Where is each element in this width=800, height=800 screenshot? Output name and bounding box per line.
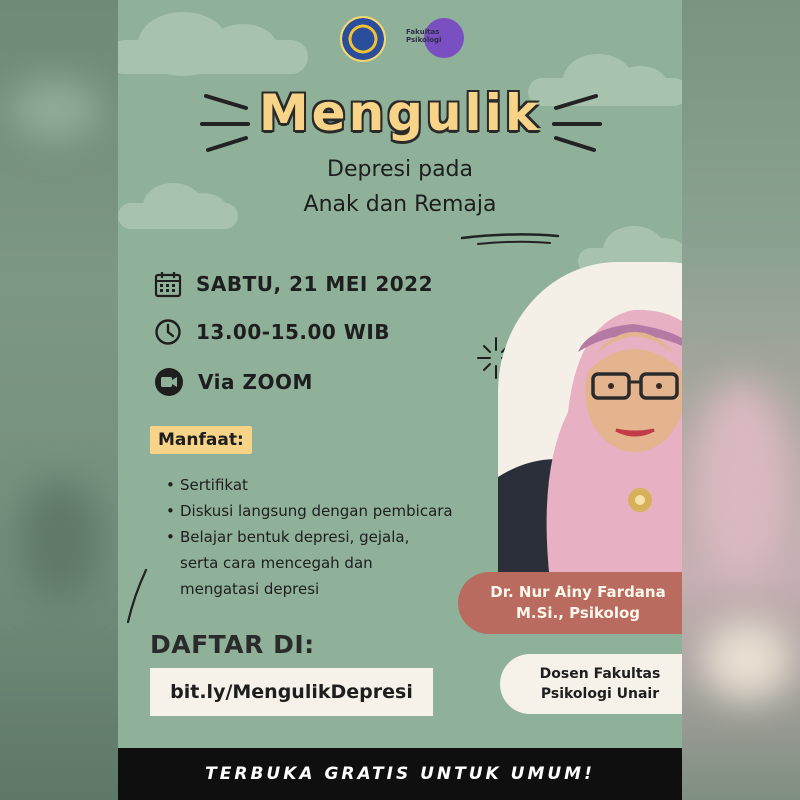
benefit-text: Belajar bentuk depresi, gejala,: [180, 528, 410, 546]
benefit-item: [166, 472, 453, 498]
logo-row: [340, 16, 464, 62]
speaker-role-line1: Dosen Fakultas: [539, 666, 661, 682]
registration-heading: DAFTAR DI:: [150, 630, 315, 659]
benefit-text: Diskusi langsung dengan pembicara: [180, 502, 453, 520]
footer-banner: TERBUKA GRATIS UNTUK UMUM!: [118, 748, 682, 800]
registration-link[interactable]: bit.ly/MengulikDepresi: [150, 668, 433, 716]
poster-title: Mengulik: [258, 84, 542, 142]
faculty-logo-text: Fakultas Psikologi: [406, 28, 442, 44]
blur-shape: [692, 380, 792, 580]
speaker-name-tag: [458, 572, 682, 634]
right-blur-panel: [682, 0, 800, 800]
event-time: 13.00-15.00 WIB: [196, 320, 391, 344]
swoosh-decoration: [458, 230, 568, 250]
benefit-item-continued: [166, 576, 453, 602]
benefit-item: [166, 524, 453, 550]
speaker-name-line2: M.Si., Psikolog: [515, 604, 641, 622]
university-logo-icon: [340, 16, 386, 62]
blur-shape: [702, 620, 792, 700]
event-date-row: [154, 270, 433, 298]
speaker-portrait: [498, 262, 682, 582]
left-blur-panel: [0, 0, 118, 800]
benefit-text: mengatasi depresi: [180, 580, 320, 598]
event-time-row: [154, 318, 390, 346]
speaker-role-tag: [500, 654, 682, 714]
benefit-text: serta cara mencegah dan: [180, 554, 373, 572]
benefit-text: Sertifikat: [180, 476, 248, 494]
benefit-item-continued: [166, 550, 453, 576]
slash-decoration: [124, 566, 154, 626]
poster-subtitle-line2: Anak dan Remaja: [303, 192, 497, 217]
event-venue: Via ZOOM: [198, 370, 313, 394]
event-venue-row: [154, 367, 313, 397]
benefit-item: [166, 498, 453, 524]
calendar-icon: [154, 270, 182, 298]
benefits-heading: Manfaat:: [150, 426, 252, 454]
benefits-list: [166, 472, 453, 602]
video-camera-icon: [154, 367, 184, 397]
speaker-role-line2: Psikologi Unair: [540, 686, 660, 702]
blur-shape: [20, 480, 100, 600]
poster-subtitle-line1: Depresi pada: [327, 157, 473, 182]
speaker-name-line1: Dr. Nur Ainy Fardana: [490, 583, 666, 601]
speaker-photo-frame: [498, 262, 682, 582]
event-date: SABTU, 21 MEI 2022: [196, 272, 433, 296]
blur-shape: [10, 80, 100, 140]
faculty-logo: [406, 16, 464, 62]
cloud-decoration: [118, 40, 308, 74]
clock-icon: [154, 318, 182, 346]
event-poster: [118, 0, 682, 800]
